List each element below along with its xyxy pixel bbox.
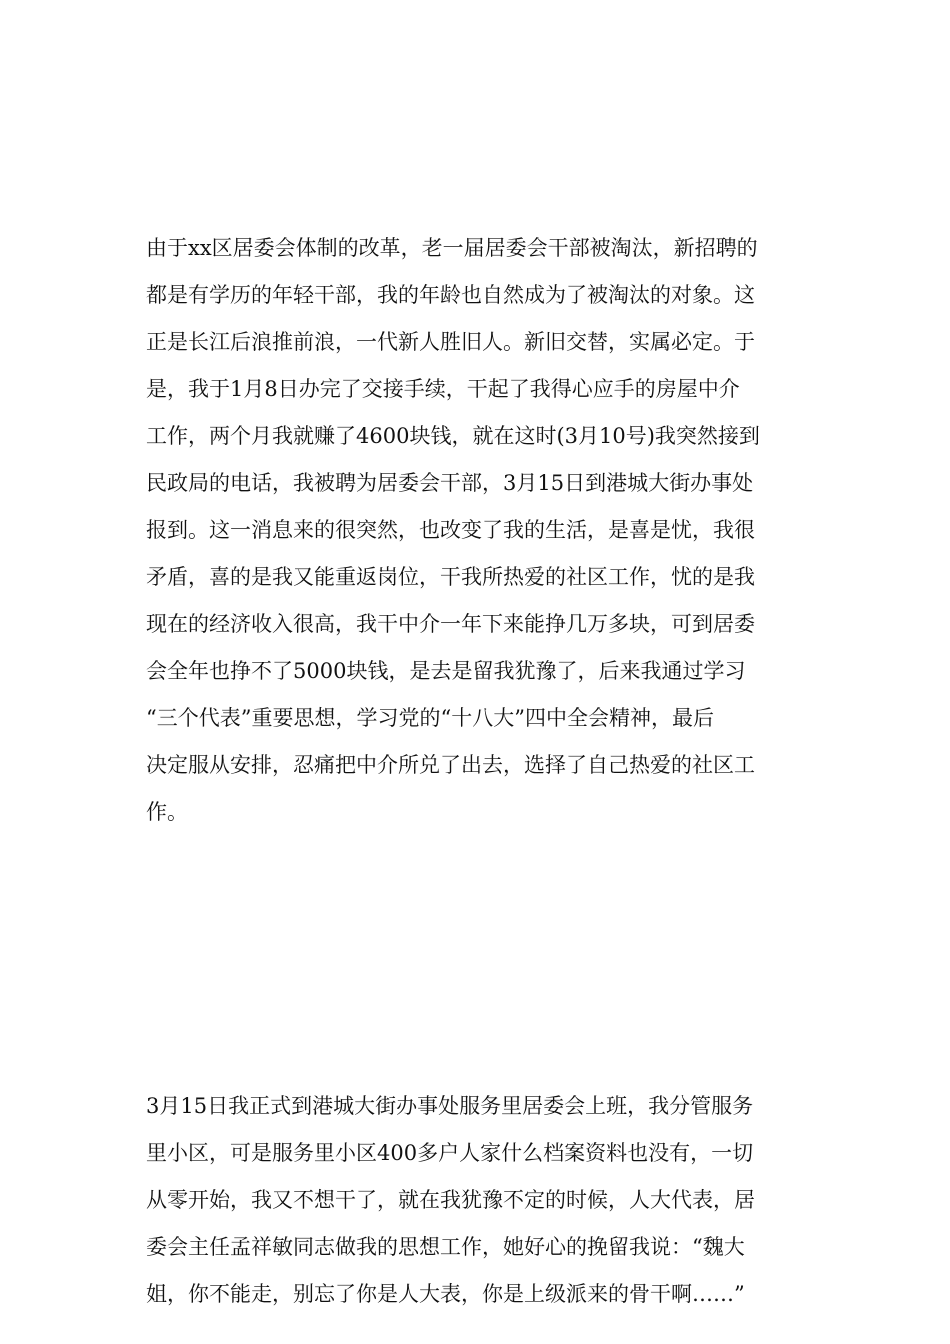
text-line: “三个代表”重要思想，学习党的“十八大”四中全会精神，最后 (146, 706, 714, 730)
text-line: 决定服从安排，忍痛把中介所兑了出去，选择了自己热爱的社区工 (146, 753, 755, 777)
text-line: 工作，两个月我就赚了4600块钱，就在这时(3月10号)我突然接到 (146, 424, 760, 448)
text-line: 现在的经济收入很高，我干中介一年下来能挣几万多块，可到居委 (146, 612, 755, 636)
text-line: 矛盾，喜的是我又能重返岗位，干我所热爱的社区工作，忧的是我 (146, 565, 755, 589)
paragraph-1 (146, 225, 816, 836)
text-line: 民政局的电话，我被聘为居委会干部，3月15日到港城大街办事处 (146, 471, 754, 495)
text-line: 作。 (146, 800, 188, 824)
paragraph-2 (146, 1083, 816, 1318)
text-line: 姐，你不能走，别忘了你是人大表，你是上级派来的骨干啊……” (146, 1282, 745, 1306)
text-line: 正是长江后浪推前浪，一代新人胜旧人。新旧交替，实属必定。于 (146, 330, 755, 354)
text-line: 从零开始，我又不想干了，就在我犹豫不定的时候，人大代表，居 (146, 1188, 755, 1212)
text-line: 是，我于1月8日办完了交接手续，干起了我得心应手的房屋中介 (146, 377, 740, 401)
text-line: 报到。这一消息来的很突然，也改变了我的生活，是喜是忧，我很 (146, 518, 755, 542)
text-line: 3月15日我正式到港城大街办事处服务里居委会上班，我分管服务 (146, 1094, 754, 1118)
text-line: 会全年也挣不了5000块钱，是去是留我犹豫了，后来我通过学习 (146, 659, 746, 683)
text-line: 都是有学历的年轻干部，我的年龄也自然成为了被淘汰的对象。这 (146, 283, 755, 307)
text-line: 由于xx区居委会体制的改革，老一届居委会干部被淘汰，新招聘的 (146, 236, 758, 260)
text-line: 委会主任孟祥敏同志做我的思想工作，她好心的挽留我说：“魏大 (146, 1235, 745, 1259)
text-line: 里小区，可是服务里小区400多户人家什么档案资料也没有，一切 (146, 1141, 754, 1165)
